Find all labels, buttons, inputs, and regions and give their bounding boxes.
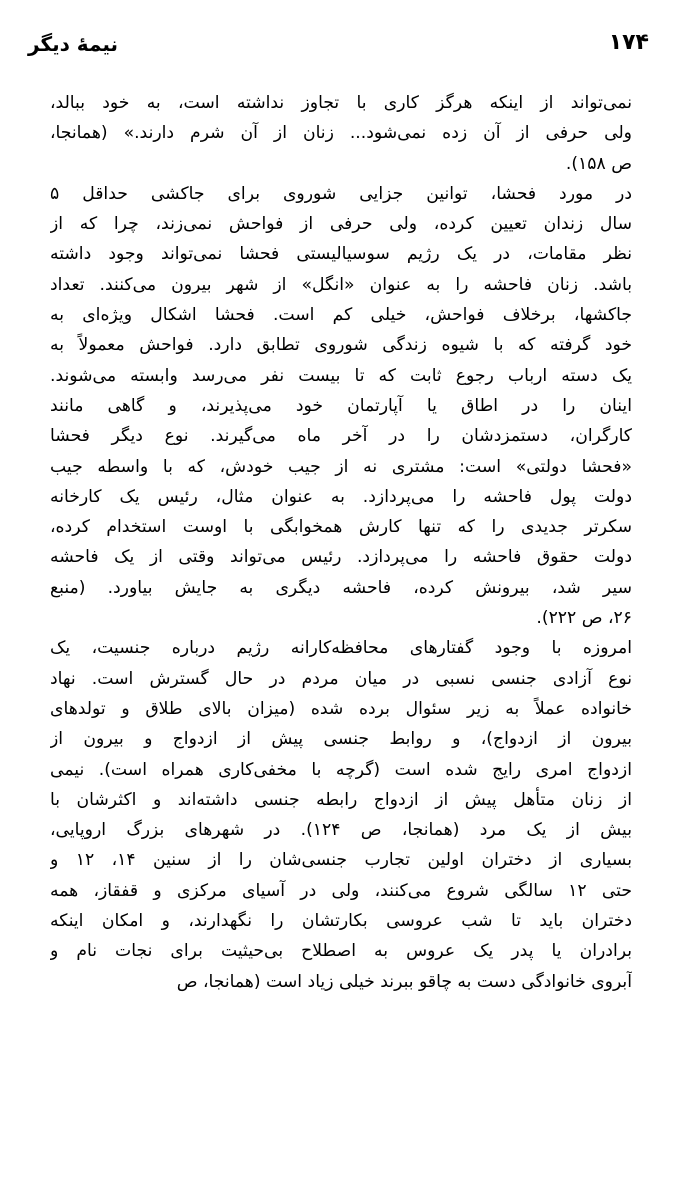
text-line: نظر مقامات، در یک رژیم سوسیالیستی فحشا نمی‌تواند وجود داشته (50, 244, 632, 265)
text-line: دولت حقوق فاحشه را می‌پردازد. رئیس می‌تواند وقتی از یک فاحشه (50, 547, 632, 568)
text-line: برادران یا پدر یک عروس به اصطلاح بی‌حیثیت برای نجات نام و (50, 941, 632, 962)
text-line: خانواده عملاً به زیر سئوال برده شده (میزان بالای طلاق و تولدهای (50, 698, 632, 719)
text-line: در مورد فحشا، توانین جزایی شوروی برای جاکشی حداقل ۵ (50, 183, 632, 204)
text-line: «فحشا دولتی» است: مشتری نه از جیب خودش، که با واسطه جیب (50, 456, 632, 477)
body-text (50, 88, 632, 997)
paragraph (50, 633, 632, 997)
text-line: بسیاری از دختران اولین تجارب جنسی‌شان را از سنین ۱۴، ۱۲ و (50, 850, 632, 871)
text-line: دولت پول فاحشه را می‌پردازد. به عنوان مثال، رئیس یک کارخانه (50, 486, 632, 507)
text-line: از زنان متأهل پیش از ازدواج رابطه جنسی داشته‌اند و اکثرشان با (50, 789, 632, 810)
paragraph (50, 179, 632, 633)
text-line: سال زندان تعیین کرده، ولی حرفی از فواحش نمی‌زند، چرا که از (50, 214, 632, 235)
page-number: ۱۷۴ (608, 30, 649, 55)
text-line: دختران باید تا شب عروسی بکارتشان را نگهدارند، و امکان اینکه (50, 911, 632, 932)
page-header (28, 30, 649, 64)
text-line: آبروی خانوادگی دست به چاقو ببرند خیلی زیاد است (همانجا، ص (176, 971, 632, 992)
text-line: ص ۱۵۸). (565, 153, 632, 174)
text-line: نمی‌تواند از اینکه هرگز کاری با تجاوز نداشته است، به خود ببالد، (50, 93, 632, 113)
text-line: جاکشها، برخلاف فواحش، خیلی کم است. فحشا اشکال ویژه‌ای به (50, 305, 632, 326)
text-line: بیش از یک مرد (همانجا، ص ۱۲۴). در شهرهای بزرگ اروپایی، (50, 820, 632, 841)
text-line: نوع آزادی جنسی نسبی در میان مردم در حال گسترش است. نهاد (50, 668, 632, 689)
running-title: نیمهٔ دیگر (28, 32, 119, 56)
text-line: اینان را در اطاق یا آپارتمان خود می‌پذیرند، و گاهی مانند (50, 395, 632, 416)
text-line: حتی ۱۲ سالگی شروع می‌کنند، ولی در آسیای مرکزی و قفقاز، همه (50, 880, 632, 901)
text-line: ولی حرفی از آن زده نمی‌شود... زنان از آن شرم دارند.» (همانجا، (50, 123, 632, 144)
text-line: امروزه با وجود گفتارهای محافظه‌کارانه رژیم درباره جنسیت، یک (50, 638, 632, 659)
text-line: سکرتر جدیدی را که تنها کارش همخوابگی با اوست استخدام کرده، (50, 517, 632, 538)
text-line: کارگران، دستمزدشان را در آخر ماه می‌گیرند. نوع دیگر فحشا (50, 426, 632, 447)
text-line: بیرون از ازدواج)، و روابط جنسی پیش از ازدواج و بیرون از (50, 729, 632, 750)
text-line: یک دسته ارباب رجوع ثابت که تا بیست نفر می‌رسد وابسته می‌شوند. (50, 365, 632, 386)
text-line: باشد. زنان فاحشه را به عنوان «انگل» از شهر بیرون می‌کنند. تعداد (50, 274, 632, 295)
text-line: ازدواج امری رایج شده است (گرچه با مخفی‌کاری همراه است). نیمی (50, 759, 632, 780)
text-line: ۲۶، ص ۲۲۲). (536, 608, 632, 629)
text-line: سیر شد، بیرونش کرده، فاحشه دیگری به جایش بیاورد. (منبع (50, 577, 632, 598)
text-line: خود گرفته که با شیوه زندگی شوروی تطابق دارد. فواحش معمولاً به (50, 335, 632, 356)
paragraph (50, 88, 632, 179)
